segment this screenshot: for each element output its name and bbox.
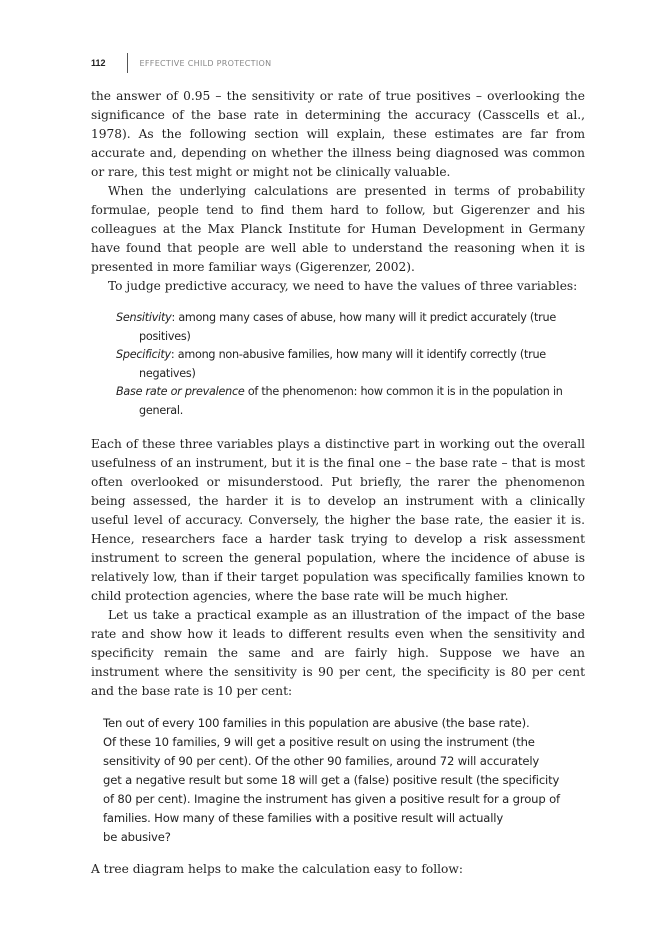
page-number: 112 (91, 58, 106, 68)
example-line: be abusive? (103, 830, 171, 844)
example-line: of 80 per cent). Imagine the instrument has given a positive result for a group of (103, 792, 560, 806)
example-line: get a negative result but some 18 will get a (false) positive result (the specificity (103, 773, 560, 787)
example-line: sensitivity of 90 per cent). Of the other 90 families, around 72 will accurately (103, 754, 540, 768)
definition-base-rate (116, 383, 585, 420)
paragraph-5: Let us take a practical example as an illustration of the impact of the base rate and show how it leads to different results even when the sensitivity and specificity remain the same and are fairly high. Suppose we have an instrument where the sensitivity is 90 per cent, the specificity is 80 per cent and the base rate is 10 per cent: (91, 608, 585, 698)
example-line: Of these 10 families, 9 will get a positive result on using the instrument (the (103, 735, 535, 749)
variables-list (116, 309, 585, 420)
definition-specificity (116, 346, 585, 383)
definition-term: Specificity (116, 348, 171, 361)
page-body (91, 87, 585, 879)
definition-sensitivity (116, 309, 585, 346)
paragraph-2: When the underlying calculations are presented in terms of probability formulae, people tend to find them hard to follow, but Gigerenzer and his colleagues at the Max Planck Institute for Human Development in Germany have found that people are well able to understand the reasoning when it is presented in more familiar ways (Gigerenzer, 2002). (91, 184, 585, 274)
paragraph-1: the answer of 0.95 – the sensitivity or rate of true positives – overlooking the significance of the base rate in determining the accuracy (Casscells et al., 1978). As the following section will explain, these estimates are far from accurate and, depending on whether the illness being diagnosed was common or rare, this test might or might not be clinically valuable. (91, 89, 585, 179)
header-divider (127, 53, 128, 73)
example-line: Ten out of every 100 families in this population are abusive (the base rate). (103, 716, 530, 730)
definition-text: : among non-abusive families, how many will it identify correctly (true negatives) (139, 348, 546, 380)
running-head: EFFECTIVE CHILD PROTECTION (139, 58, 272, 68)
definition-text: of the phenomenon: how common it is in the population in general. (139, 385, 563, 417)
page-header (91, 52, 271, 74)
definition-term: Base rate or prevalence (116, 385, 245, 398)
example-line: families. How many of these families with a positive result will actually (103, 811, 504, 825)
definition-term: Sensitivity (116, 311, 172, 324)
paragraph-4: Each of these three variables plays a distinctive part in working out the overall usefulness of an instrument, but it is the final one – the base rate – that is most often overlooked or misunderstood. Put briefly, the rarer the phenomenon being assessed, the harder it is to develop an instrument with a clinically useful level of accuracy. Conversely, the higher the base rate, the easier it is. Hence, researchers face a harder task trying to develop a risk assessment instrument to screen the general population, where the incidence of abuse is relatively low, than if their target population was specifically families known to child protection agencies, where the base rate will be much higher. (91, 437, 585, 603)
example-box (103, 714, 585, 847)
paragraph-3: To judge predictive accuracy, we need to have the values of three variables: (108, 279, 578, 293)
paragraph-6: A tree diagram helps to make the calculation easy to follow: (91, 862, 463, 876)
definition-text: : among many cases of abuse, how many will it predict accurately (true positives) (139, 311, 556, 343)
